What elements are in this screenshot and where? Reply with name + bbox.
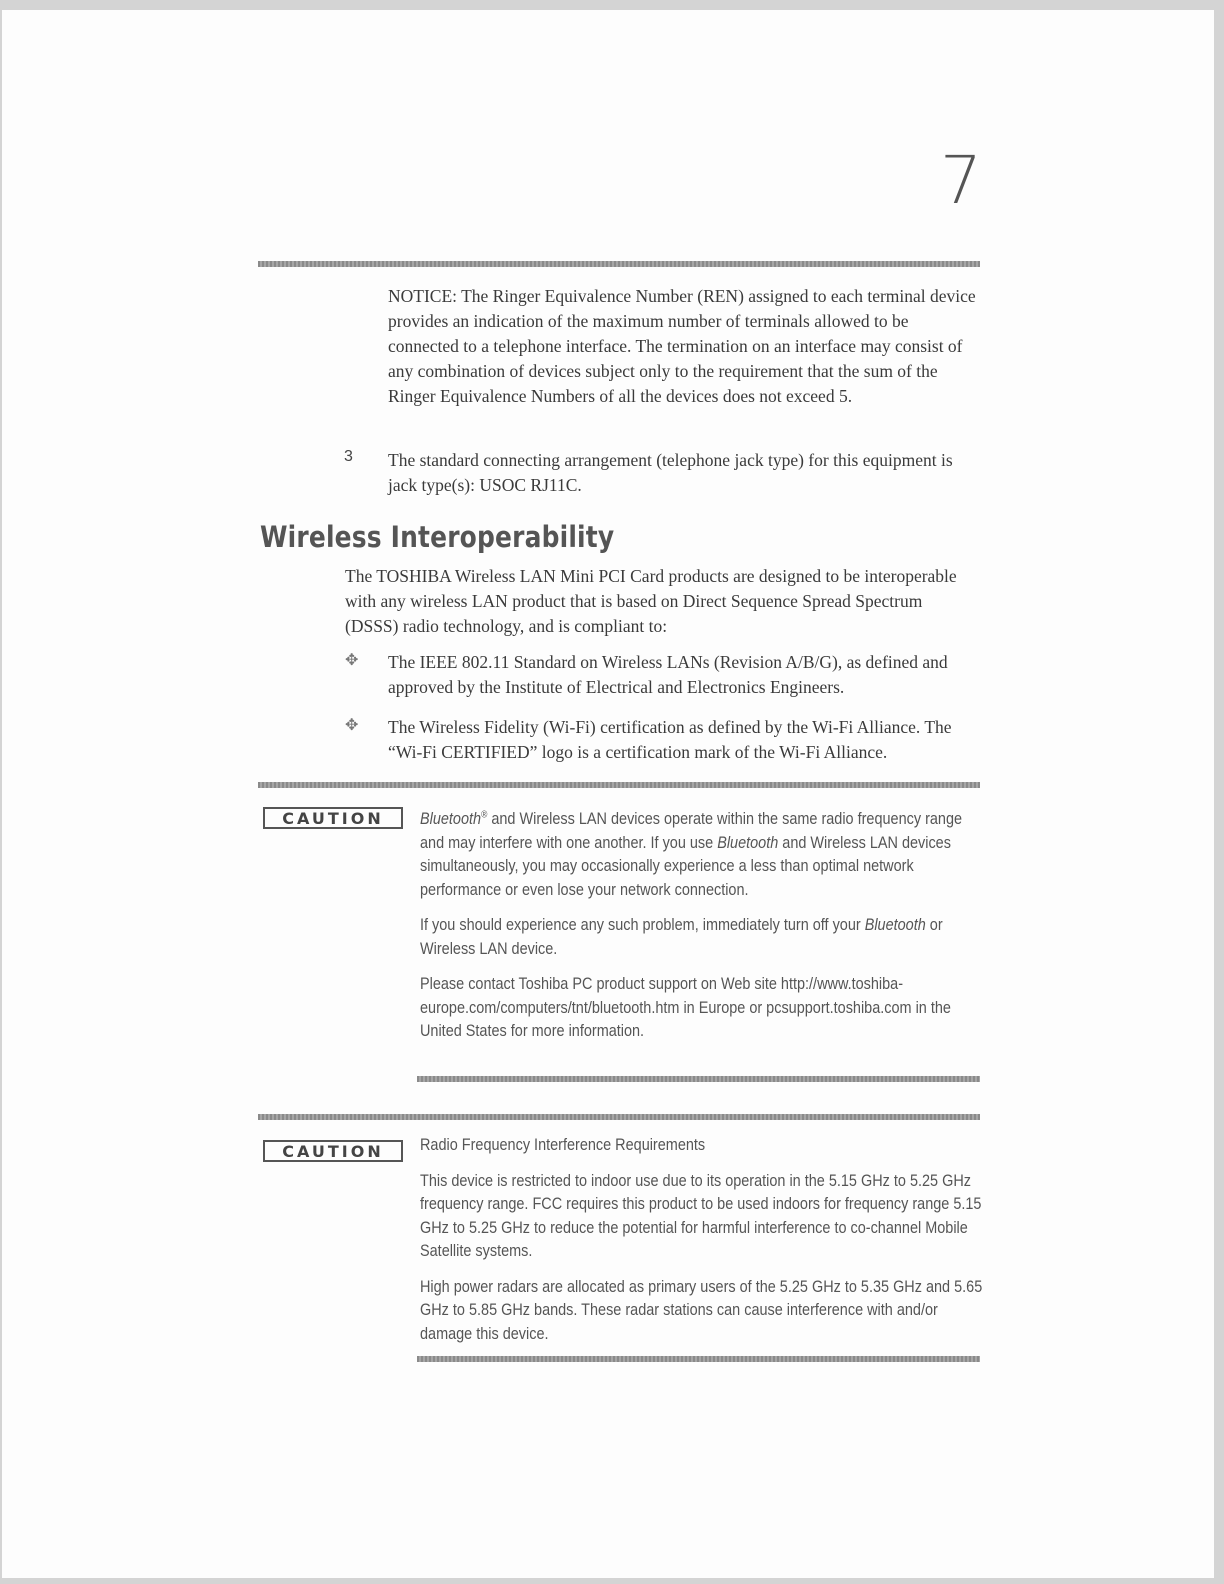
caution-label: CAUTION: [263, 807, 403, 829]
bullet-icon: ✥: [345, 652, 359, 669]
top-rule: [258, 261, 980, 267]
caution-label: CAUTION: [263, 1140, 403, 1162]
bullet-text: The IEEE 802.11 Standard on Wireless LANs (Revision A/B/G), as defined and approved by the Institute of Electrical and Electronics Engineers.: [388, 652, 948, 697]
caution2-bottom-rule: [417, 1356, 980, 1362]
section-intro: The TOSHIBA Wireless LAN Mini PCI Card products are designed to be interoperable with any wireless LAN product that is based on Direct Sequence Spread Spectrum (DSSS) radio technology, and is compliant to:: [345, 566, 957, 636]
caution2-title: Radio Frequency Interference Requirements: [420, 1135, 706, 1154]
bluetooth-term: Bluetooth: [420, 809, 482, 828]
section-heading: Wireless Interoperability: [260, 520, 615, 554]
bullet-text: The Wireless Fidelity (Wi-Fi) certification as defined by the Wi-Fi Alliance. The “Wi-Fi CERTIFIED” logo is a certification mark of the Wi-Fi Alliance.: [388, 717, 952, 762]
caution2-body: [420, 1133, 984, 1345]
bullet-icon: ✥: [345, 717, 359, 734]
caution2-paragraph: This device is restricted to indoor use due to its operation in the 5.15 GHz to 5.25 GHz frequency range. FCC requires this product to be used indoors for frequency range 5.15 GHz to 5.25 GHz to reduce the potential for harmful interference to co-channel Mobile Satellite systems.: [420, 1170, 982, 1260]
caution1-text: and Wireless LAN devices operate within the same radio frequency range and may interfere with one another. If you use: [420, 809, 963, 852]
bluetooth-term: Bluetooth: [864, 915, 926, 934]
list-item-number: 3: [344, 448, 353, 465]
registered-mark: ®: [481, 809, 488, 821]
list-item-text: The standard connecting arrangement (telephone jack type) for this equipment is jack type(s): USOC RJ11C.: [388, 450, 953, 495]
document-page: [2, 10, 1214, 1578]
caution1-paragraph: Please contact Toshiba PC product support on Web site http://www.toshiba-europe.com/computers/tnt/bluetooth.htm in Europe or pcsupport.toshiba.com in the United States for more information.: [420, 974, 951, 1040]
caution1-text: If you should experience any such problem, immediately turn off your: [420, 915, 865, 934]
caution1-paragraph: [420, 913, 984, 960]
notice-paragraph: NOTICE: The Ringer Equivalence Number (REN) assigned to each terminal device provides an indication of the maximum number of terminals allowed to be connected to a telephone interface. The termination on an interface may consist of any combination of devices subject only to the requirement that the sum of the Ringer Equivalence Numbers of all the devices does not exceed 5.: [388, 286, 976, 406]
bluetooth-term: Bluetooth: [717, 832, 779, 852]
caution1-body: [420, 807, 984, 1043]
caution1-bottom-rule: [417, 1076, 980, 1082]
page-number: 7: [940, 142, 982, 219]
caution1-text: and Wireless LAN devices simultaneously, you may occasionally experience a less than optimal network performance or even lose your network connection.: [420, 832, 951, 899]
caution1-text: or Wireless LAN device.: [420, 915, 943, 958]
caution2-paragraph: High power radars are allocated as primary users of the 5.25 GHz to 5.35 GHz and 5.65 GHz to 5.85 GHz bands. These radar stations can cause interference with and/or damage this device.: [420, 1276, 983, 1343]
caution2-top-rule: [258, 1114, 980, 1120]
caution1-paragraph: [420, 807, 984, 901]
caution1-top-rule: [258, 782, 980, 788]
